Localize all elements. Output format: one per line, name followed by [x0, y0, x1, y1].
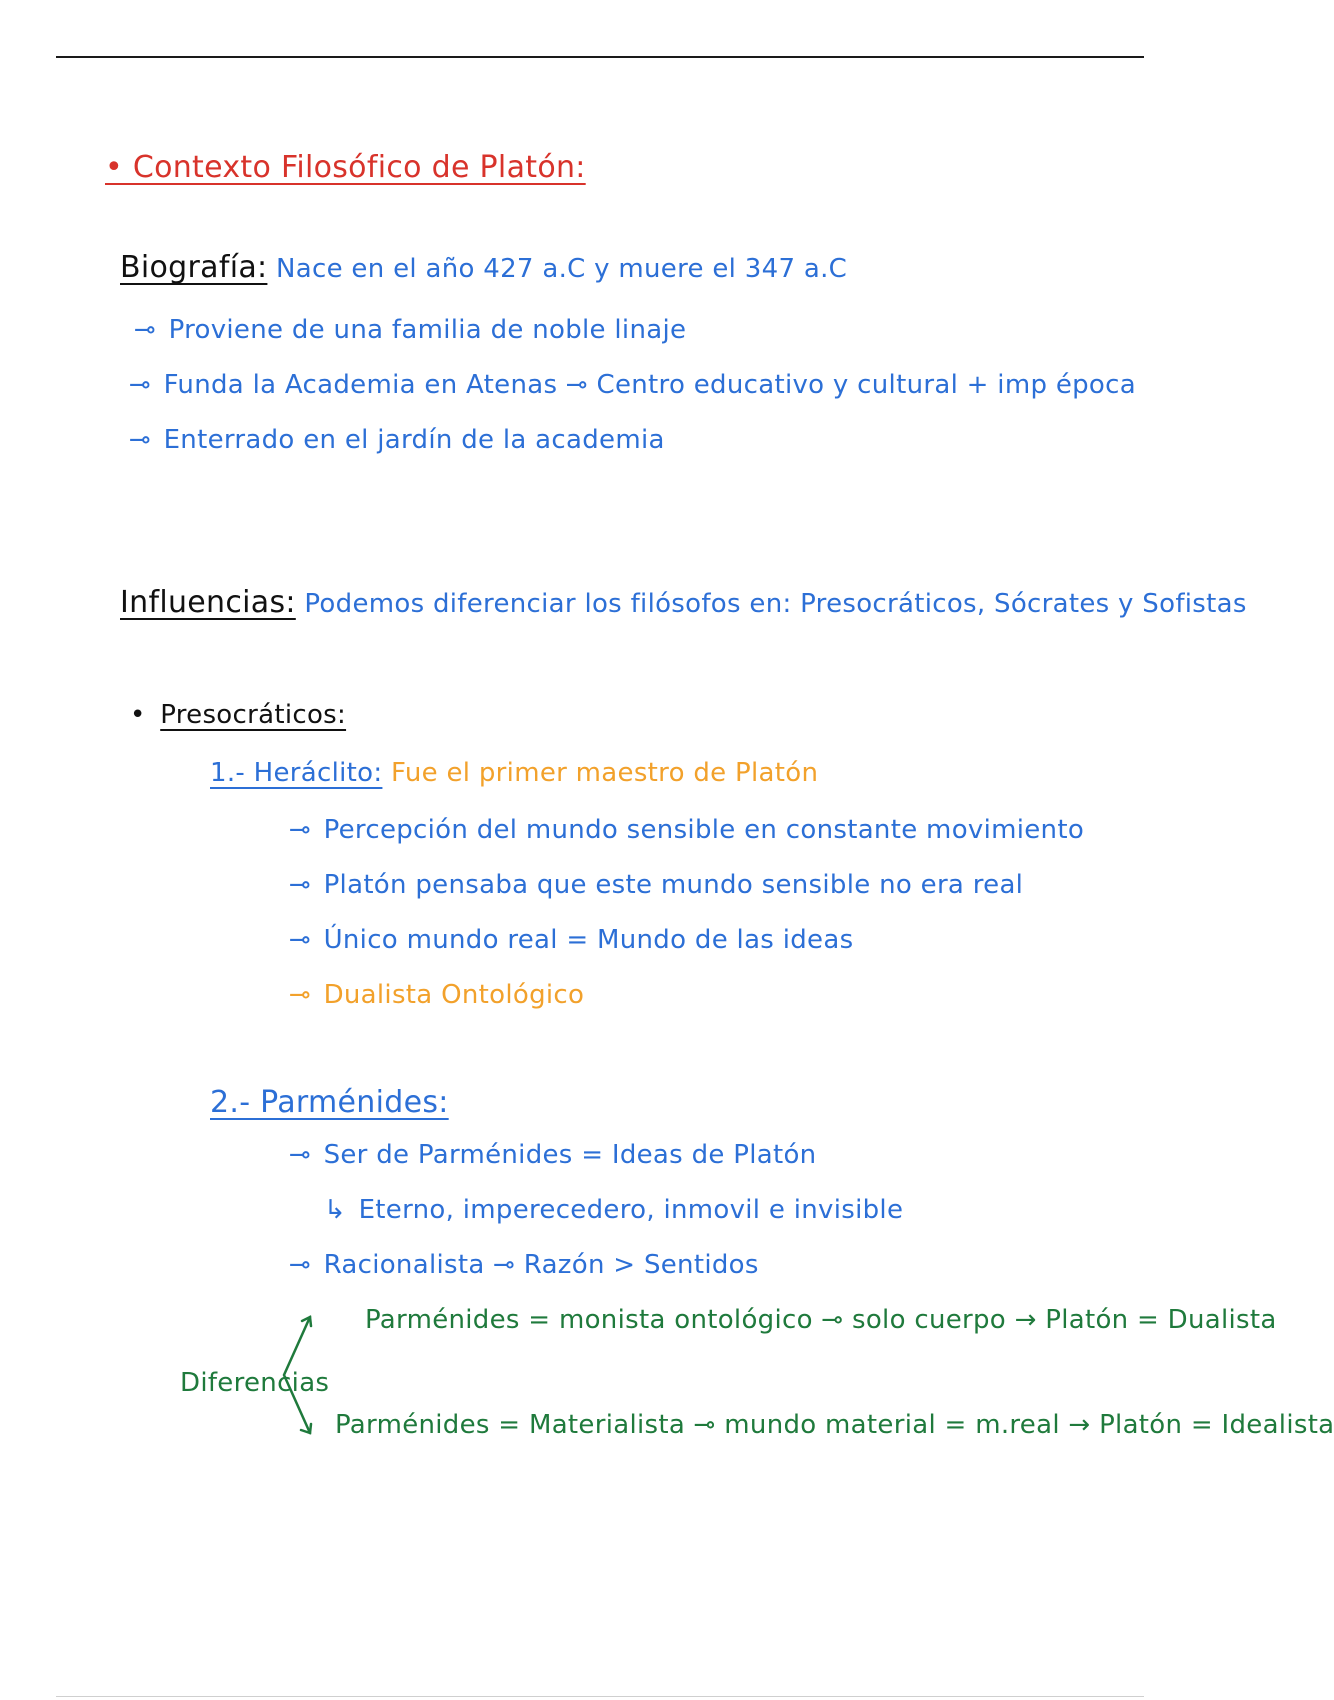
bio-item	[130, 315, 686, 345]
top-rule	[56, 56, 1144, 58]
arrow-icon: ⊸	[288, 980, 312, 1010]
heraclitus-item-text: Único mundo real = Mundo de las ideas	[323, 925, 854, 955]
parmenides-item-text: Racionalista ⊸ Razón > Sentidos	[323, 1250, 759, 1280]
arrow-icon: ⊸	[288, 1250, 312, 1280]
difference-top	[365, 1305, 1277, 1335]
parmenides-item	[285, 1250, 759, 1280]
difference-top-text: Parménides = monista ontológico ⊸ solo cuerpo → Platón = Dualista	[365, 1305, 1277, 1335]
bio-item-text: Funda la Academia en Atenas ⊸ Centro educativo y cultural + imp época	[163, 370, 1136, 400]
arrow-icon: ⊸	[133, 315, 157, 345]
arrow-icon: ⊸	[128, 370, 152, 400]
parmenides-item-text: Ser de Parménides = Ideas de Platón	[323, 1140, 817, 1170]
influences-label: Influencias:	[120, 585, 296, 620]
parmenides-subitem	[320, 1195, 903, 1225]
parmenides-label: 2.- Parménides:	[210, 1085, 449, 1120]
parmenides-item	[285, 1140, 816, 1170]
parmenides-subitem-text: Eterno, imperecedero, inmovil e invisible	[358, 1195, 904, 1225]
bio-text: Nace en el año 427 a.C y muere el 347 a.C	[276, 254, 848, 284]
arrow-icon: ⊸	[288, 870, 312, 900]
arrow-icon: ⊸	[128, 425, 152, 455]
bio-item-text: Enterrado en el jardín de la academia	[163, 425, 665, 455]
bottom-rule	[56, 1696, 1144, 1697]
bio-label: Biografía:	[120, 250, 268, 285]
heraclitus-item	[285, 870, 1023, 900]
page-title-text: • Contexto Filosófico de Platón:	[105, 150, 586, 185]
bio-heading-line	[120, 250, 847, 285]
heraclitus-label: 1.- Heráclito:	[210, 758, 383, 788]
sub-arrow-icon: ↳	[323, 1195, 347, 1225]
heraclitus-item-text: Percepción del mundo sensible en constante movimiento	[323, 815, 1085, 845]
arrow-icon: ⊸	[288, 1140, 312, 1170]
arrow-icon: ⊸	[288, 925, 312, 955]
difference-bottom	[335, 1410, 1334, 1440]
bio-item-text: Proviene de una familia de noble linaje	[168, 315, 687, 345]
heraclitus-note: Fue el primer maestro de Platón	[391, 758, 819, 788]
heraclitus-item-text: Dualista Ontológico	[323, 980, 585, 1010]
influences-text: Podemos diferenciar los filósofos en: Presocráticos, Sócrates y Sofistas	[304, 589, 1247, 619]
bio-item	[125, 425, 665, 455]
arrow-icon: ⊸	[288, 815, 312, 845]
difference-bottom-text: Parménides = Materialista ⊸ mundo material = m.real → Platón = Idealista	[335, 1410, 1334, 1440]
bullet-icon: •	[130, 700, 146, 730]
heraclitus-item-orange	[285, 980, 584, 1010]
presocratics-label: Presocráticos:	[160, 700, 347, 730]
presocratics-heading	[130, 700, 346, 730]
heraclitus-line	[210, 758, 818, 788]
parmenides-heading	[210, 1085, 449, 1120]
heraclitus-item	[285, 925, 853, 955]
influences-line	[120, 585, 1247, 620]
differences-label-text: Diferencias	[180, 1368, 330, 1398]
page-title	[105, 150, 586, 185]
heraclitus-item	[285, 815, 1084, 845]
bio-item	[125, 370, 1136, 400]
heraclitus-item-text: Platón pensaba que este mundo sensible no era real	[323, 870, 1024, 900]
